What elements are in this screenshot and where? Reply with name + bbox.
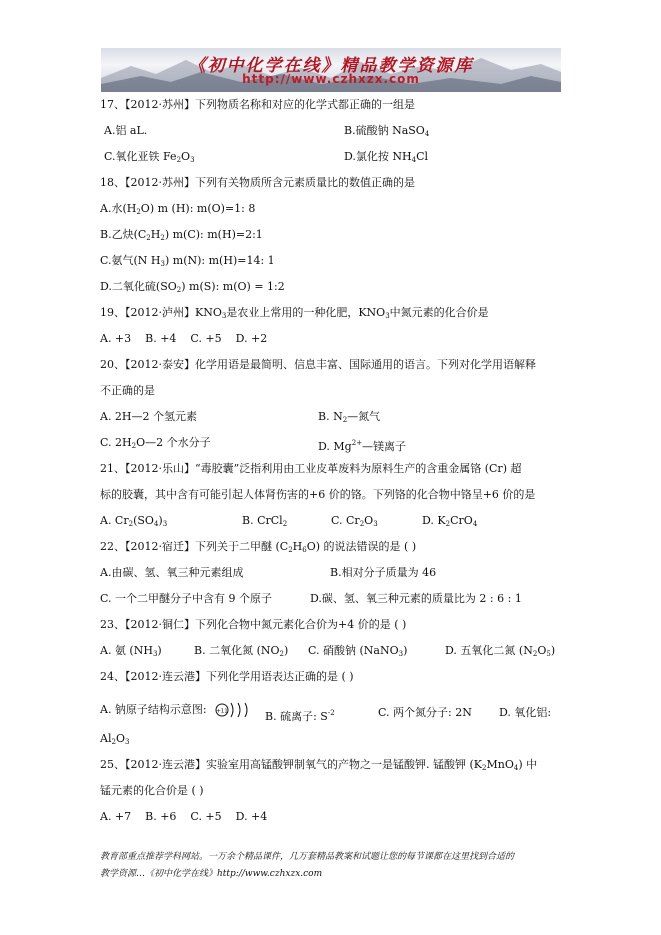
q25-stem-line1: 25、【2012·连云港】实验室用高锰酸钾制氧气的产物之一是锰酸钾. 锰酸钾 $(K_2MnO_4)$ 中 xyxy=(100,758,538,772)
q18-option-b: B.乙炔$(C_2H_2)$ m(C): m(H)=2:1 xyxy=(100,228,263,242)
banner-url-link[interactable]: http://www.czhxzx.com xyxy=(242,72,420,86)
q22-option-b: B.相对分子质量为 46 xyxy=(330,566,437,579)
footer-line1: 教育部重点推荐学科网站。一万余个精品课件，几万套精品教案和试题让您的每节课都在这里找到合适的 xyxy=(100,852,515,862)
q18-stem: 18、【2012·苏州】下列有关物质所含元素质量比的数值正确的是 xyxy=(100,176,415,189)
q21-option-a: A. $Cr_2(SO_4)_3$ xyxy=(100,514,168,528)
banner-title: 《初中化学在线》精品教学资源库 xyxy=(188,56,474,76)
q20-option-b: B. $N_2—$氮气 xyxy=(318,410,381,424)
q22-option-a: A.由碳、氢、氧三种元素组成 xyxy=(100,566,244,579)
q24-option-d: D. 氧化铝: xyxy=(499,706,552,719)
header-banner xyxy=(101,48,561,92)
q18-option-a: A.水$(H_2O)$ m (H): m(O)=1: 8 xyxy=(100,202,256,216)
q17-option-c: C.氧化亚铁 $Fe_2O_3$ xyxy=(104,150,195,164)
q22-option-c: C. 一个二甲醚分子中含有 9 个原子 xyxy=(100,592,273,605)
q23-option-b: B. 二氧化氮 $(NO_2)$ xyxy=(194,644,289,658)
q24-option-d-formula: $Al_2O_3$ xyxy=(100,732,130,746)
q23-stem: 23、【2012·铜仁】下列化合物中氮元素化合价为+4 价的是 ( ) xyxy=(100,618,407,631)
q18-option-c: C.氨气(N $H_3$) m(N): m(H)=14: 1 xyxy=(100,254,275,268)
q17-option-d: D.氯化按 $NH_4Cl$ xyxy=(344,150,429,164)
q24-option-c: C. 两个氮分子: 2N xyxy=(378,706,472,719)
q21-option-d: D. $K_2CrO_4$ xyxy=(422,514,478,528)
q21-stem-line1: 21、【2012·乐山】“毒胶囊”泛指利用由工业皮革废料为原料生产的含重金属铬 (Cr) 超 xyxy=(100,462,522,475)
q17-stem: 17、【2012·苏州】下列物质名称和对应的化学式都正确的一组是 xyxy=(100,98,415,111)
q17-option-a: A.铝 aL. xyxy=(104,124,148,137)
svg-text:+11: +11 xyxy=(216,708,228,715)
q24-option-b: B. 硫离子: $S^{-2}$ xyxy=(265,709,335,723)
footer-line2: 教学资源…《初中化学在线》http://www.czhxzx.com xyxy=(100,869,323,879)
q19-options: A. +3 B. +4 C. +5 D. +2 xyxy=(100,332,268,345)
q21-option-b: B. CrCl$_2$ xyxy=(242,514,288,528)
q20-option-d: D. $Mg^{2+}—$镁离子 xyxy=(318,439,407,453)
q19-stem: 19、【2012·泸州】$KNO_3$是农业上常用的一种化肥，$KNO_3$中氮元素的化合价是 xyxy=(100,306,489,320)
q18-option-d: D.二氧化硫$(SO_2)$ m(S): m(O) = 1:2 xyxy=(100,280,285,294)
q23-option-c: C. 硝酸钠 (NaNO$_3$) xyxy=(308,644,408,658)
q20-stem-line1: 20、【2012·泰安】化学用语是最简明、信息丰富、国际通用的语言。下列对化学用语解释 xyxy=(100,358,536,371)
q20-option-c: C. $2H_2O—2$ 个水分子 xyxy=(100,436,211,450)
sodium-atom-structure-diagram xyxy=(214,700,252,720)
q24-option-a: A. 钠原子结构示意图: +11 xyxy=(100,700,256,720)
q23-option-d: D. 五氧化二氮 $(N_2O_5)$ xyxy=(445,644,556,658)
q22-stem: 22、【2012·宿迁】下列关于二甲醚 $(C_2H_6O)$ 的说法错误的是 ( ) xyxy=(100,540,417,554)
q20-stem-line2: 不正确的是 xyxy=(100,384,155,397)
q25-stem-line2: 锰元素的化合价是 ( ) xyxy=(100,784,204,797)
q25-options: A. +7 B. +6 C. +5 D. +4 xyxy=(100,810,268,823)
q24-stem: 24、【2012·连云港】下列化学用语表达正确的是 ( ) xyxy=(100,670,354,683)
q17-option-b: B.硫酸钠 NaSO$_4$ xyxy=(344,124,430,138)
q21-stem-line2: 标的胶囊，其中含有可能引起人体肾伤害的+6 价的铬。下列铬的化合物中铬呈+6 价的是 xyxy=(100,488,536,501)
q22-option-d: D.碳、氢、氧三种元素的质量比为 2 : 6 : 1 xyxy=(310,592,522,605)
q21-option-c: C. $Cr_2O_3$ xyxy=(331,514,378,528)
q20-option-a: A. 2H—2 个氢元素 xyxy=(100,410,198,423)
q23-option-a: A. 氨 $(NH_3)$ xyxy=(100,644,162,658)
